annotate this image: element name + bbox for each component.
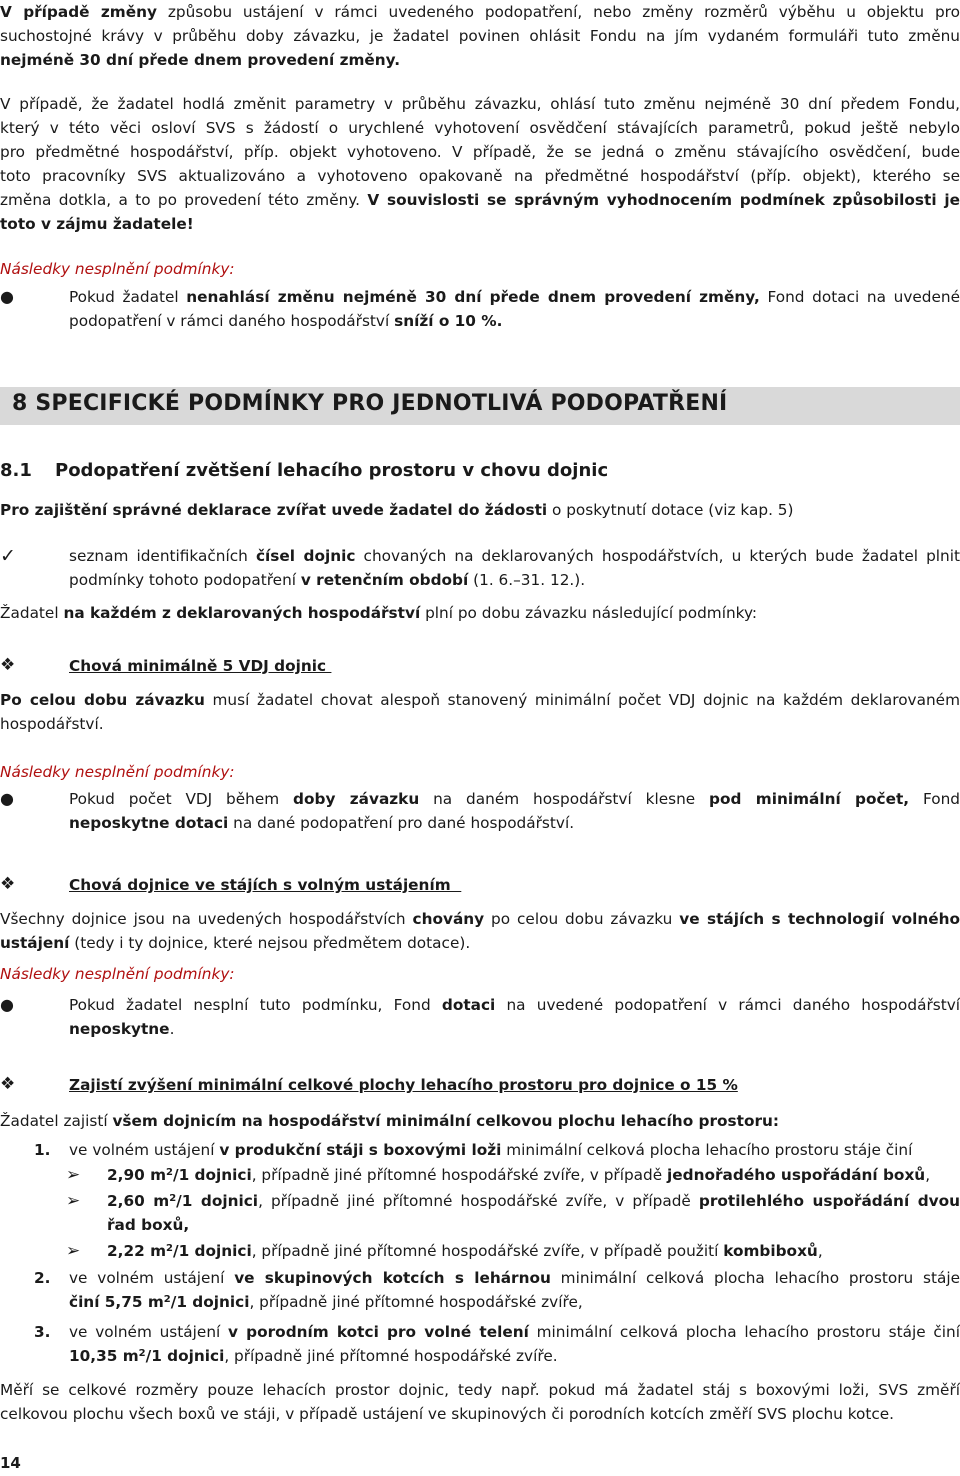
text-line: pro předmětné hospodářství, příp. objekt vyhotoveno. V případě, že se jedná o změnu stávajícího osvědčení, bude	[0, 143, 960, 162]
bold-phrase: Pro zajištění správné deklarace zvířat uvede žadatel do žádosti	[0, 501, 548, 519]
bold-phrase: činí 5,75 m	[69, 1293, 164, 1312]
bold-phrase: V případě změny	[0, 3, 157, 21]
text-run: podmínky tohoto podopatření	[69, 571, 301, 590]
bold-phrase: řad boxů,	[107, 1216, 190, 1235]
bold-phrase: na každém z deklarovaných hospodářství	[63, 604, 421, 622]
text-line: Měří se celkové rozměry pouze lehacích prostor dojnic, tedy např. pokud má žadatel stáj s boxovými loži, SVS změří	[0, 1381, 960, 1399]
arrow-bullet-icon: ➢	[66, 1241, 81, 1261]
bold-phrase: V souvislosti se správným vyhodnocením podmínek způsobilosti je	[367, 191, 960, 210]
declaration-line	[0, 498, 960, 522]
text-run: , případně jiné přítomné hospodářské zvíře.	[224, 1347, 558, 1366]
arrow-bullet-icon: ➢	[66, 1191, 81, 1211]
text-run: po celou dobu závazku	[484, 910, 680, 928]
text-run: , případně jiné přítomné hospodářské zvíře,	[249, 1293, 583, 1312]
diamond-bullet-icon: ❖	[0, 874, 16, 894]
text-run: na uvedené podopatření v rámci daného hospodářství	[495, 996, 960, 1014]
text-run: o poskytnutí dotace (viz kap. 5)	[547, 501, 794, 519]
check-icon: ✓	[0, 545, 16, 567]
text-run: Žadatel zajistí	[0, 1112, 113, 1130]
text-run: na daném hospodářství klesne	[419, 790, 710, 808]
bold-phrase: chovány	[412, 910, 485, 928]
bold-phrase: kombiboxů	[723, 1242, 818, 1260]
bullet-icon: ●	[0, 789, 14, 808]
page-number: 14	[0, 1454, 21, 1472]
bold-phrase: pod minimální počet,	[709, 790, 910, 808]
item-number: 3.	[34, 1323, 51, 1341]
change-notice-paragraph	[0, 0, 960, 72]
item-number: 1.	[34, 1141, 51, 1159]
condition-title: Chová dojnice ve stájích s volným ustájením	[69, 876, 462, 894]
bold-phrase: 2,90 m	[107, 1166, 167, 1184]
item-number: 2.	[34, 1269, 51, 1287]
text-run: ve volném ustájení	[69, 1141, 220, 1159]
text-run: na dané podopatření pro dané hospodářství.	[228, 814, 575, 833]
text-run: , případně jiné přítomné hospodářské zvíře, v případě	[251, 1166, 668, 1184]
text-run: minimální celková plocha lehacího prostoru stáje	[550, 1269, 960, 1287]
condition-paragraph	[0, 688, 960, 736]
text-run: podopatření v rámci daného hospodářství	[69, 312, 395, 331]
conditions-intro	[0, 601, 960, 625]
text-run: ve volném ustájení	[69, 1323, 228, 1341]
parameter-change-paragraph	[0, 92, 960, 237]
bold-phrase: /1 dojnici	[172, 1242, 252, 1260]
condition-paragraph	[0, 1109, 960, 1133]
text-line: V případě, že žadatel hodlá změnit parametry v průběhu závazku, ohlásí tuto změnu nejméně 30 dní předem Fondu,	[0, 95, 960, 113]
bold-phrase: nenahlásí změnu nejméně 30 dní přede dnem provedení změny,	[186, 288, 760, 306]
text-run: Pokud počet VDJ během	[69, 790, 294, 808]
text-run: Žadatel	[0, 604, 64, 622]
consequences-label: Následky nesplnění podmínky:	[0, 965, 235, 983]
superscript: 2	[166, 1243, 173, 1254]
bold-phrase: 2,22 m	[107, 1242, 167, 1260]
bold-phrase: /1 dojnici	[176, 1192, 259, 1210]
text-run: minimální celková plocha lehacího prostoru stáje činí	[501, 1141, 913, 1159]
text-run: .	[169, 1020, 175, 1039]
text-run: ,	[925, 1166, 931, 1184]
text-run: způsobu ustájení v rámci uvedeného podopatření, nebo změny rozměrů výběhu u objektu pro	[156, 3, 960, 21]
bold-phrase: všem dojnicím na hospodářství minimální celkovou plochu lehacího prostoru:	[112, 1112, 780, 1130]
bold-phrase: jednořadého uspořádání boxů	[667, 1166, 926, 1184]
bold-phrase: toto v zájmu žadatele!	[0, 215, 194, 234]
bold-phrase: v retenčním období	[300, 571, 469, 590]
consequences-label: Následky nesplnění podmínky:	[0, 763, 235, 781]
superscript: 2	[163, 1294, 171, 1306]
bold-phrase: čísel dojnic	[255, 547, 356, 565]
bold-phrase: protilehlého uspořádání dvou	[698, 1192, 960, 1210]
text-run: Pokud žadatel	[69, 288, 187, 306]
measurement-paragraph	[0, 1378, 960, 1426]
condition-title: Chová minimálně 5 VDJ dojnic	[69, 657, 332, 675]
text-run: minimální celková plocha lehacího prostoru stáje činí	[528, 1323, 960, 1341]
text-run: seznam identifikačních	[69, 547, 256, 565]
text-run: , případně jiné přítomné hospodářské zvíře, v případě	[258, 1192, 699, 1210]
text-run: plní po dobu závazku následující podmínky:	[420, 604, 758, 622]
text-line: celkovou plochu všech boxů ve stáji, v případě ustájení ve skupinových či porodních kotcích změří SVS plochu kotce.	[0, 1405, 895, 1424]
text-run: (1. 6.–31. 12.).	[468, 571, 586, 590]
bold-phrase: nejméně 30 dní přede dnem provedení změny.	[0, 51, 401, 70]
text-run: ,	[817, 1242, 823, 1260]
bold-phrase: /1 dojnici	[145, 1347, 225, 1366]
bold-phrase: v porodním kotci pro volné telení	[228, 1323, 529, 1341]
condition-title: Zajistí zvýšení minimální celkové plochy lehacího prostoru pro dojnice o 15 %	[69, 1076, 738, 1094]
bold-phrase: neposkytne	[69, 1020, 170, 1039]
bold-phrase: Po celou dobu závazku	[0, 691, 205, 709]
bold-phrase: ve stájích s technologií volného	[679, 910, 960, 928]
bold-phrase: ve skupinových kotcích s lehárnou	[234, 1269, 551, 1287]
text-run: chovaných na deklarovaných hospodářstvích, u kterých bude žadatel plnit	[355, 547, 960, 565]
text-run: Fond dotaci na uvedené	[759, 288, 960, 306]
text-run: Fond	[909, 790, 960, 808]
bold-phrase: 2,60 m	[107, 1192, 170, 1210]
bold-phrase: ustájení	[0, 934, 70, 953]
diamond-bullet-icon: ❖	[0, 655, 16, 675]
bold-phrase: doby závazku	[293, 790, 420, 808]
bullet-icon: ●	[0, 995, 14, 1014]
text-line: hospodářství.	[0, 715, 104, 734]
section-heading-bar	[0, 387, 960, 425]
text-run: změna dotkla, a to po provedení této změny.	[0, 191, 368, 210]
bold-phrase: dotaci	[441, 996, 496, 1014]
text-run: Pokud žadatel nesplní tuto podmínku, Fond	[69, 996, 442, 1014]
text-run: , případně jiné přítomné hospodářské zvíře, v případě použití	[251, 1242, 724, 1260]
subsection-number: 8.1	[0, 460, 32, 481]
text-line: toto pracovníky SVS aktualizováno a vyhotoveno opakovaně na předmětné hospodářství (příp. objekt), kterého se	[0, 167, 960, 186]
bold-phrase: sníží o 10 %.	[394, 312, 503, 331]
bold-phrase: v produkční stáji s boxovými loži	[219, 1141, 502, 1159]
superscript: 2	[166, 1167, 173, 1178]
bullet-icon: ●	[0, 287, 14, 306]
text-run: musí žadatel chovat alespoň stanovený minimální počet VDJ dojnic na každém deklarovaném	[204, 691, 960, 709]
section-heading: 8 SPECIFICKÉ PODMÍNKY PRO JEDNOTLIVÁ PODOPATŘENÍ	[12, 391, 728, 416]
superscript: 2	[169, 1193, 177, 1204]
condition-paragraph	[0, 907, 960, 955]
bold-phrase: neposkytne dotaci	[69, 814, 229, 833]
arrow-bullet-icon: ➢	[66, 1165, 81, 1185]
text-run: ve volném ustájení	[69, 1269, 235, 1287]
diamond-bullet-icon: ❖	[0, 1074, 16, 1094]
superscript: 2	[138, 1348, 146, 1360]
bold-phrase: 10,35 m	[69, 1347, 139, 1366]
consequences-label: Následky nesplnění podmínky:	[0, 260, 235, 278]
text-run: Všechny dojnice jsou na uvedených hospodářstvích	[0, 910, 413, 928]
text-line: který v této věci osloví SVS s žádostí o urychlené vyhotovení osvědčení stávajících parametrů, pokud ještě nebylo	[0, 119, 960, 138]
text-run: (tedy i ty dojnice, které nejsou předmětem dotace).	[69, 934, 471, 953]
text-line: suchostojné krávy v průběhu doby závazku, je žadatel povinen ohlásit Fondu na jím vydaném formuláři tuto změnu	[0, 27, 960, 46]
subsection-title: Podopatření zvětšení lehacího prostoru v chovu dojnic	[55, 460, 609, 481]
bold-phrase: /1 dojnici	[172, 1166, 252, 1184]
subsection-heading	[0, 460, 608, 481]
bold-phrase: /1 dojnici	[170, 1293, 250, 1312]
